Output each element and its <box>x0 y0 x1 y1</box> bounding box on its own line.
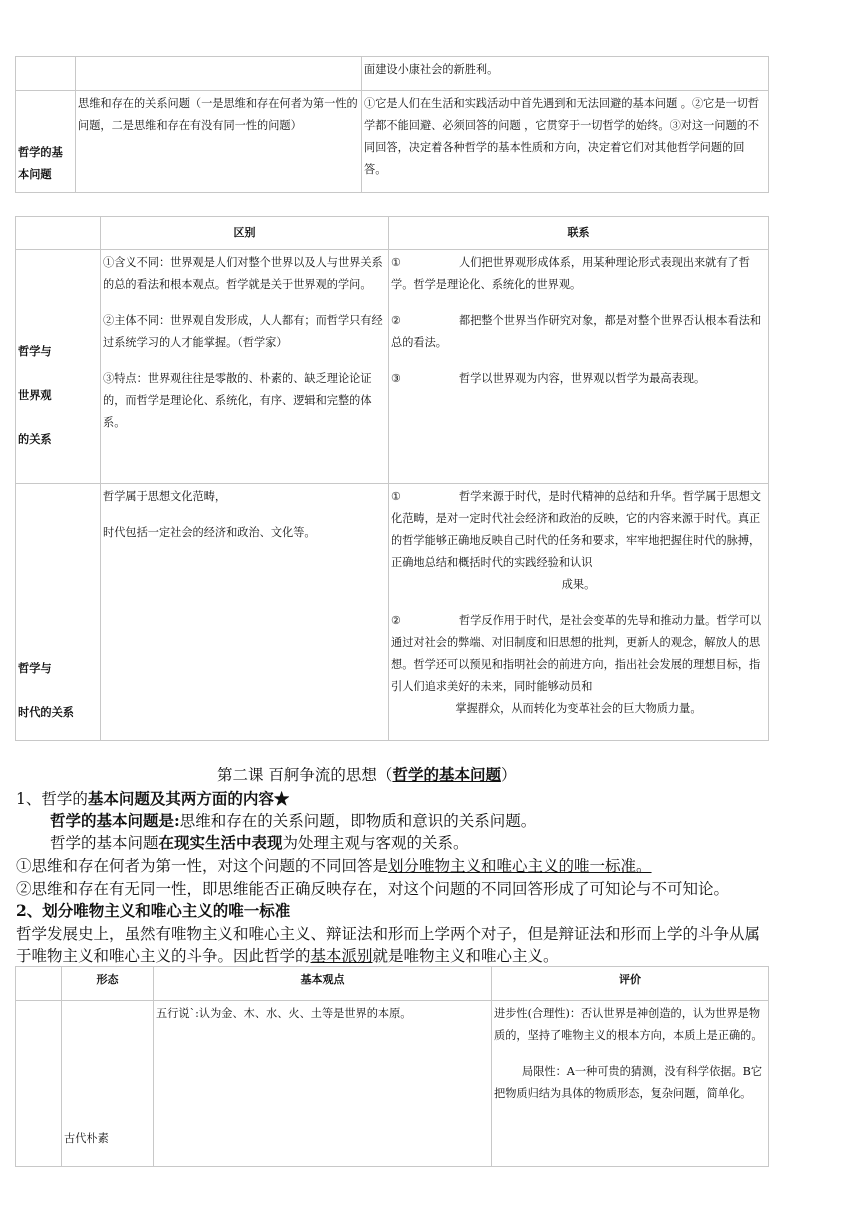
form-label: 古代朴素 <box>62 1001 154 1167</box>
basic-question-table <box>15 56 769 193</box>
row-label-era: 哲学与 时代的关系 <box>16 484 101 741</box>
table-cell <box>16 1001 62 1167</box>
table-row <box>16 91 769 193</box>
link-cell: ① 哲学来源于时代，是时代精神的总结和升华。哲学属于思想文化范畴，是对一定时代社会经济和政治的反映，它的内容来源于时代。真正的哲学能够正确地反映自己时代的任务和要求，牢牢地把握住时代的脉搏，正确地总结和概括时代的实践经验和认识 成果。 ② 哲学反作用于时代，是社会变革的先导和推动力量。哲学可以通过对社会的弊端、对旧制度和旧思想的批判，更新人的观念，解放人的思想。哲学还可以预见和指明社会的前进方向，指出社会发展的理想目标，指引人们追求美好的未来，同时能够动员和 掌握群众，从而转化为变革社会的巨大物质力量。 <box>389 484 769 741</box>
paragraph: 哲学的基本问题是:思维和存在的关系问题，即物质和意识的关系问题。 <box>50 811 537 830</box>
paragraph: ②思维和存在有无同一性，即思维能否正确反映存在，对这个问题的不同回答形成了可知论与不可知论。 <box>16 880 730 898</box>
link-item: ① 哲学来源于时代，是时代精神的总结和升华。哲学属于思想文化范畴，是对一定时代社会经济和政治的反映，它的内容来源于时代。真正的哲学能够正确地反映自己时代的任务和要求，牢牢地把握住时代的脉搏，正确地总结和概括时代的实践经验和认识 <box>391 490 762 569</box>
paragraph: 哲学的基本问题在现实生活中表现为处理主观与客观的关系。 <box>50 833 469 852</box>
paragraph: 哲学发展史上，虽然有唯物主义和唯心主义、辩证法和形而上学两个对子，但是辩证法和形而上学的斗争从属 <box>16 925 761 943</box>
link-cell <box>389 250 769 484</box>
link-item: ② 都把整个世界当作研究对象，都是对整个世界否认根本看法和总的看法。 <box>391 314 762 349</box>
link-item: ② 哲学反作用于时代，是社会变革的先导和推动力量。哲学可以通过对社会的弊端、对旧制度和旧思想的批判，更新人的观念，解放人的思想。哲学还可以预见和指明社会的前进方向，指出社会发展的理想目标，指引人们追求美好的未来，同时能够动员和 <box>391 614 762 693</box>
header-eval: 评价 <box>492 967 769 1001</box>
link-item: ① 人们把世界观形成体系，用某种理论形式表现出来就有了哲学。哲学是理论化、系统化的世界观。 <box>391 256 750 291</box>
evaluation: 进步性(合理性)：否认世界是神创造的，认为世界是物质的，坚持了唯物主义的根本方向，本质上是正确的。 局限性：A一种可贵的猜测，没有科学依据。B它把物质归结为具体的物质形态，复杂问题，简单化。 <box>492 1001 769 1167</box>
table-row <box>16 484 769 741</box>
basic-question-definition: 思维和存在的关系问题（一是思维和存在何者为第一性的问题，二是思维和存在有没有同一性的问题） <box>76 91 362 193</box>
philosophy-relations-table <box>15 216 769 741</box>
diff-item: 哲学属于思想文化范畴， <box>103 490 227 503</box>
basic-question-significance: ①它是人们在生活和实践活动中首先遇到和无法回避的基本问题 。②它是一切哲学都不能回避、必须回答的问题 ，它贯穿于一切哲学的始终。③对这一问题的不同回答，决定着各种哲学的基本性质和方向，决定着它们对其他哲学问题的回答。 <box>362 91 769 193</box>
row-label-worldview: 哲学与 世界观 的关系 <box>16 250 101 484</box>
diff-cell <box>101 250 389 484</box>
paragraph: ①思维和存在何者为第一性，对这个问题的不同回答是划分唯物主义和唯心主义的唯一标准。 <box>16 857 652 875</box>
row-label: 哲学的基本问题 <box>16 91 76 193</box>
diff-item: ②主体不同：世界观自发形成，人人都有；而哲学只有经过系统学习的人才能掌握。（哲学家） <box>103 314 383 349</box>
header-diff: 区别 <box>101 217 389 250</box>
table-row <box>16 57 769 91</box>
table-cell <box>16 57 76 91</box>
materialism-forms-table <box>15 966 769 1167</box>
table-header-row <box>16 967 769 1001</box>
table-header-row <box>16 217 769 250</box>
header-cell <box>16 967 62 1001</box>
diff-item: ①含义不同：世界观是人们对整个世界以及人与世界关系的总的看法和根本观点。哲学就是关于世界观的学问。 <box>103 256 383 291</box>
link-item: ③ 哲学以世界观为内容，世界观以哲学为最高表现。 <box>391 372 706 385</box>
diff-item: 时代包括一定社会的经济和政治、文化等。 <box>103 526 316 539</box>
header-link: 联系 <box>389 217 769 250</box>
lesson-title: 第二课 百舸争流的思想（哲学的基本问题） <box>217 765 517 784</box>
diff-item: ③特点：世界观往往是零散的、朴素的、缺乏理论论证的，而哲学是理论化、系统化，有序、逻辑和完整的体系。 <box>103 372 372 429</box>
header-cell <box>16 217 101 250</box>
table-row <box>16 250 769 484</box>
section-heading-1: 1、哲学的基本问题及其两方面的内容★ <box>16 789 290 808</box>
table-cell <box>76 57 362 91</box>
section-heading-2: 2、划分唯物主义和唯心主义的唯一标准 <box>16 901 291 920</box>
header-view: 基本观点 <box>154 967 492 1001</box>
header-form: 形态 <box>62 967 154 1001</box>
basic-view: 五行说`:认为金、木、水、火、土等是世界的本原。 <box>154 1001 492 1167</box>
paragraph: 于唯物主义和唯心主义的斗争。因此哲学的基本派别就是唯物主义和唯心主义。 <box>16 947 559 965</box>
diff-cell <box>101 484 389 741</box>
table-row <box>16 1001 769 1167</box>
continued-text: 面建设小康社会的新胜利。 <box>362 57 769 91</box>
